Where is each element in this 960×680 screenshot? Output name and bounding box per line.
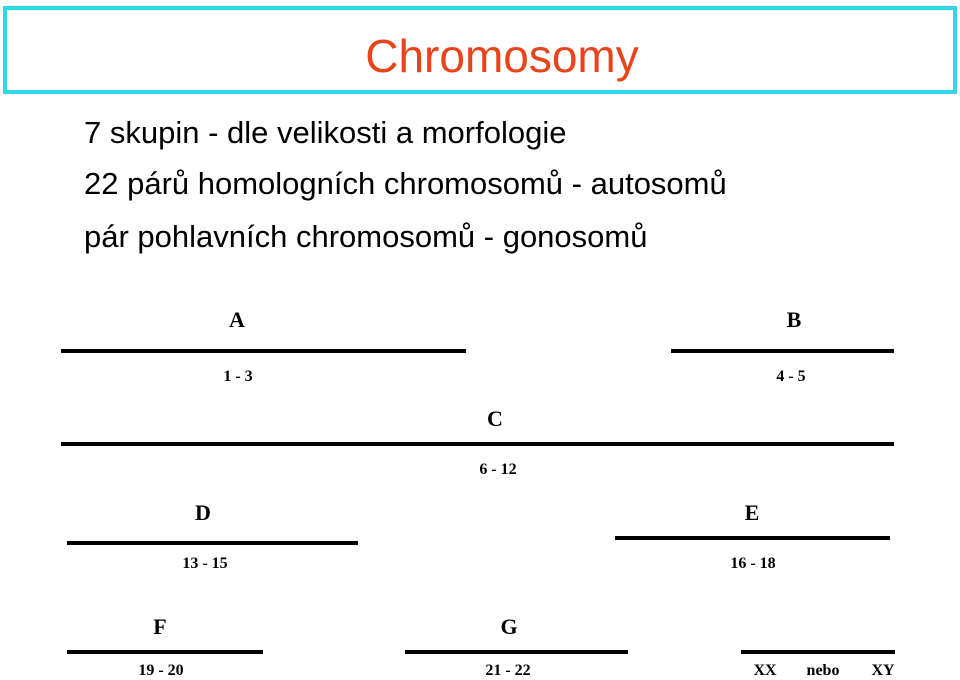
group-c-label: C — [487, 406, 503, 431]
group-a-range: 1 - 3 — [223, 368, 253, 385]
group-a-label: A — [229, 307, 245, 332]
sex-chromosome-bar — [741, 650, 895, 654]
group-d-bar — [67, 541, 358, 545]
group-d-label: D — [195, 500, 211, 525]
group-c-bar — [61, 442, 894, 446]
group-b-label: B — [786, 307, 802, 332]
group-g-range: 21 - 22 — [485, 662, 531, 679]
group-e-bar — [615, 536, 890, 540]
group-e-label: E — [744, 500, 760, 525]
group-b-range: 4 - 5 — [776, 368, 806, 385]
group-b-bar — [671, 349, 894, 353]
title-box — [3, 6, 957, 94]
group-f-label: F — [153, 614, 167, 639]
sex-chromosome-male: XY — [871, 662, 895, 679]
bullet-list — [84, 112, 727, 263]
slide-title: Chromosomy — [365, 30, 639, 82]
bullet-autosomes: 22 párů homologních chromosomů - autosomů — [84, 166, 727, 201]
bullet-groups: 7 skupin - dle velikosti a morfologie — [84, 115, 567, 150]
bullet-gonosomes: pár pohlavních chromosomů - gonosomů — [84, 219, 648, 254]
group-a-bar — [61, 349, 466, 353]
group-e-range: 16 - 18 — [730, 555, 776, 572]
sex-chromosome-connector: nebo — [806, 662, 840, 679]
group-d-range: 13 - 15 — [182, 555, 228, 572]
group-f-range: 19 - 20 — [138, 662, 184, 679]
group-c-range: 6 - 12 — [479, 461, 517, 478]
group-f-bar — [67, 650, 263, 654]
group-g-bar — [405, 650, 628, 654]
group-g-label: G — [500, 614, 518, 639]
sex-chromosome-female: XX — [753, 662, 777, 679]
